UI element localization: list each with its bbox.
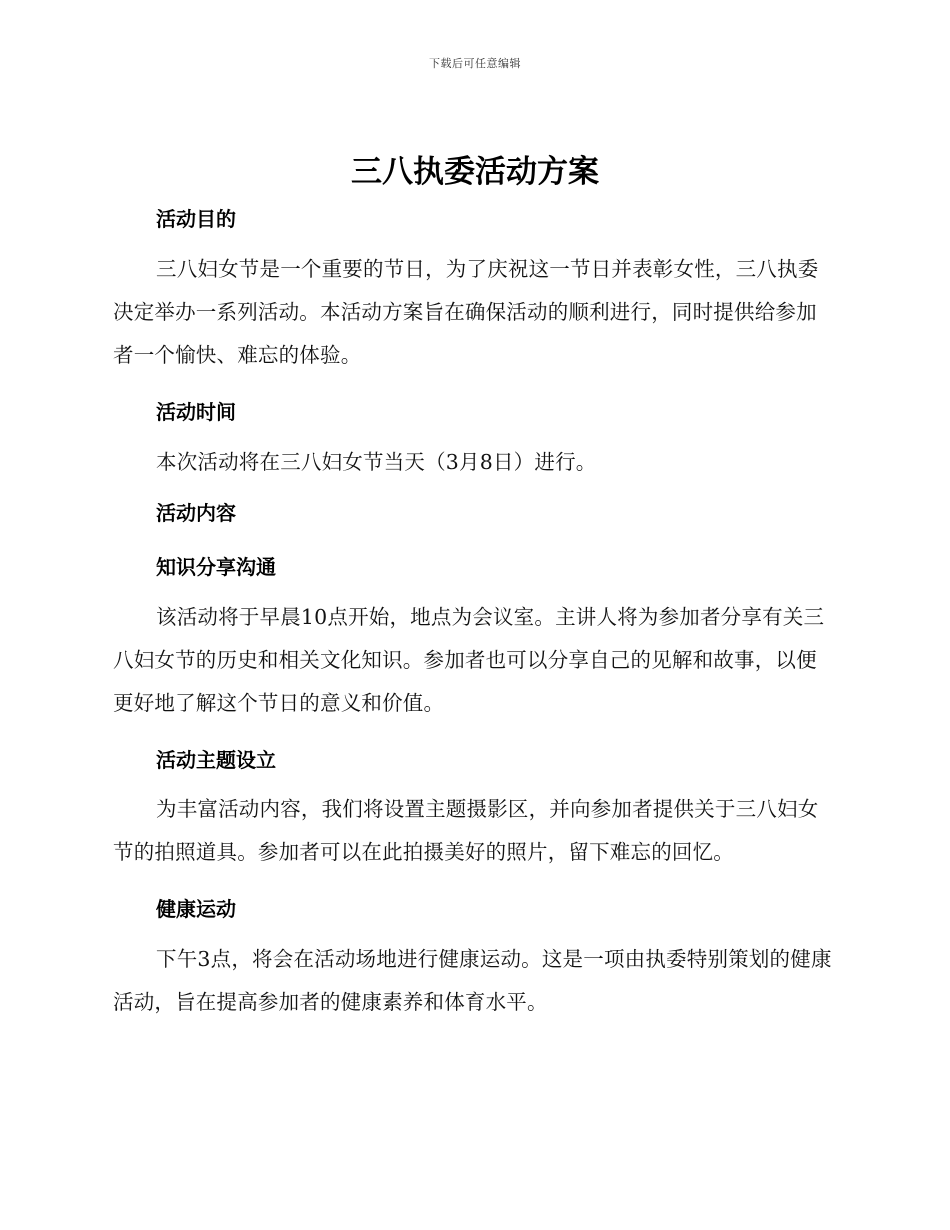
heading-purpose: 活动目的	[156, 207, 236, 231]
document-title: 三八执委活动方案	[351, 154, 599, 190]
heading-theme-setup: 活动主题设立	[156, 748, 276, 772]
heading-knowledge-sharing: 知识分享沟通	[156, 555, 276, 579]
paragraph-knowledge-sharing: 该活动将于早晨10点开始，地点为会议室。主讲人将为参加者分享有关三八妇女节的历史和相关文化知识。参加者也可以分享自己的见解和故事，以便更好地了解这个节日的意义和价值。	[113, 605, 825, 715]
paragraph-health-exercise: 下午3点，将会在活动场地进行健康运动。这是一项由执委特别策划的健康活动，旨在提高参加者的健康素养和体育水平。	[113, 947, 832, 1014]
page-header-note: 下载后可任意编辑	[429, 57, 521, 70]
paragraph-time: 本次活动将在三八妇女节当天（3月8日）进行。	[156, 450, 597, 474]
heading-content: 活动内容	[156, 501, 236, 525]
paragraph-theme-setup: 为丰富活动内容，我们将设置主题摄影区，并向参加者提供关于三八妇女节的拍照道具。参加者可以在此拍摄美好的照片，留下难忘的回忆。	[113, 797, 819, 864]
paragraph-purpose: 三八妇女节是一个重要的节日，为了庆祝这一节日并表彰女性，三八执委决定举办一系列活动。本活动方案旨在确保活动的顺利进行，同时提供给参加者一个愉快、难忘的体验。	[113, 257, 819, 367]
heading-health-exercise: 健康运动	[156, 897, 236, 921]
heading-time: 活动时间	[156, 400, 236, 424]
document-body	[113, 201, 837, 1024]
